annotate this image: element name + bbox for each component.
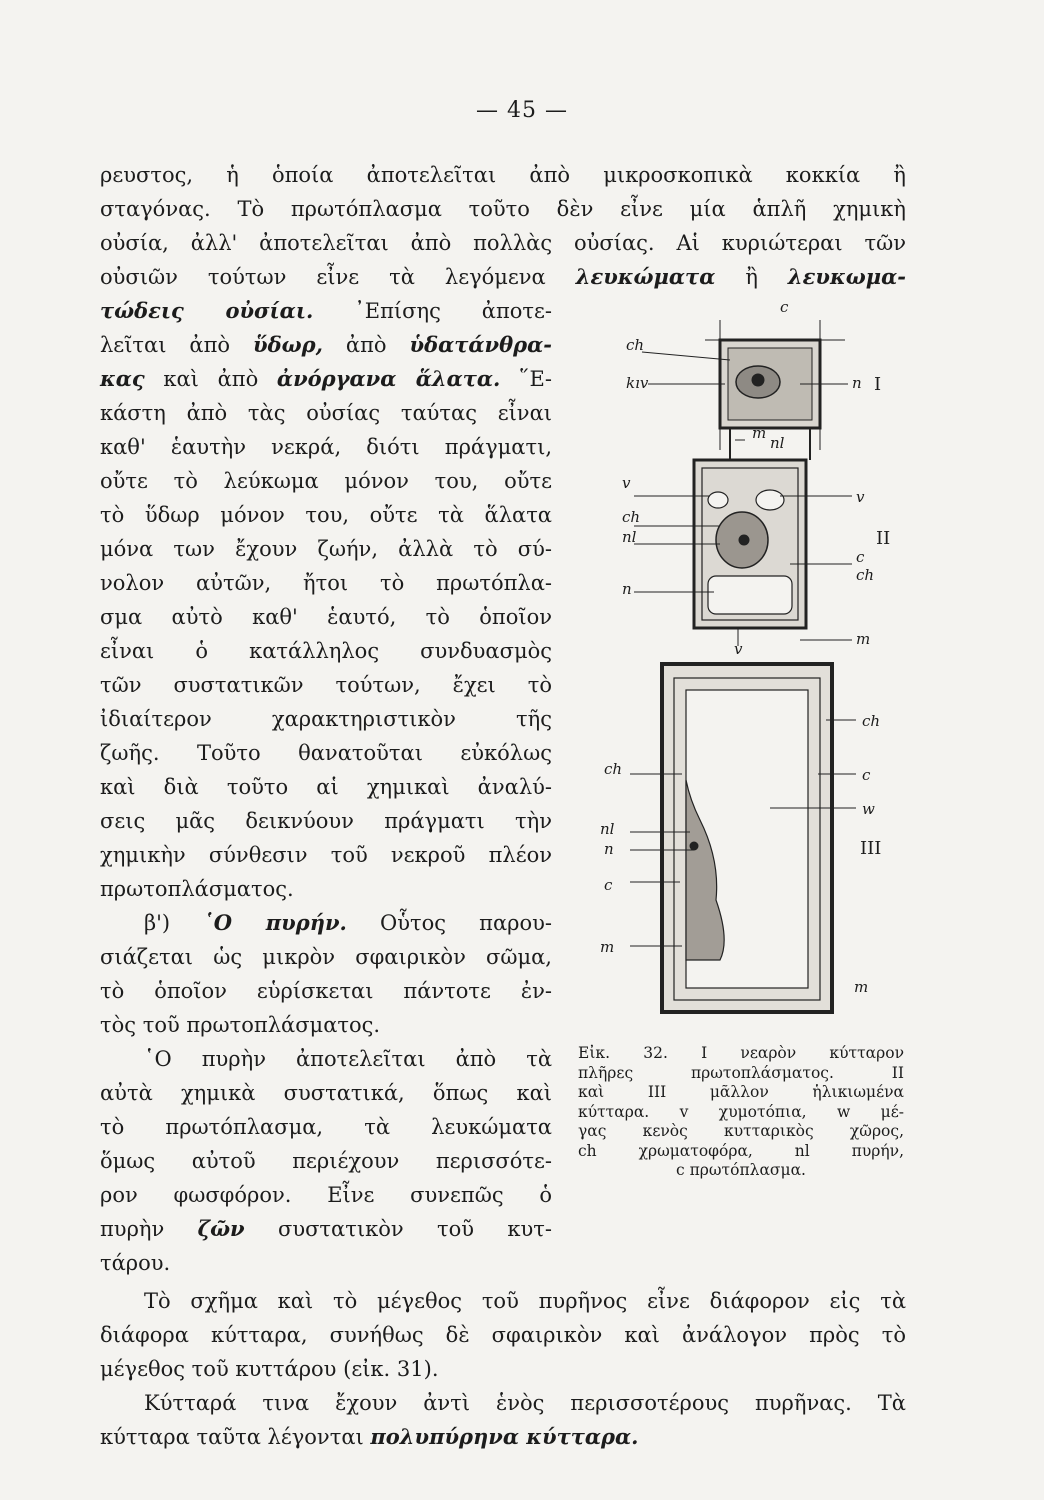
label-n: n: [604, 840, 614, 858]
label-v: v: [856, 488, 865, 506]
text-span: οὐσιῶν τούτων εἶνε τὰ λεγόμενα: [100, 265, 546, 289]
text-line: ζωῆς. Τοῦτο θανατοῦται εὐκόλως: [100, 741, 552, 765]
label-c: c: [862, 766, 871, 784]
cell-figure: [590, 300, 920, 1040]
caption-line: κύτταρα. v χυμοτόπια, w μέ-: [578, 1102, 904, 1121]
text-line: τὸ ὁποῖον εὑρίσκεται πάντοτε ἐν-: [100, 979, 552, 1003]
text-line: Κύτταρά τινα ἔχουν ἀντὶ ἑνὸς περισσοτέρους πυρῆνας. Τὰ: [144, 1391, 906, 1415]
label-c: c: [780, 300, 789, 316]
label-roman-three: III: [860, 838, 882, 859]
label-nl: nl: [600, 820, 615, 838]
bold-term: ῾Ο πυρήν.: [203, 910, 347, 935]
text-line: διάφορα κύτταρα, συνήθως δὲ σφαιρικὸν καὶ ἀνάλογον πρὸς τὸ: [100, 1323, 906, 1347]
text-line: καθ' ἑαυτὴν νεκρά, διότι πράγματι,: [100, 435, 552, 459]
text-line: [100, 362, 552, 396]
text-line: σεις μᾶς δεικνύουν πράγματι τὴν: [100, 809, 552, 833]
text-span: καὶ ἀπὸ: [163, 367, 259, 391]
text-span: ἢ: [745, 265, 758, 289]
bold-term: ὕδωρ,: [253, 332, 323, 357]
cell-illustration: [590, 300, 920, 1040]
text-line: ὅμως αὐτοῦ περιέχουν περισσότε-: [100, 1149, 552, 1173]
text-line: οὐσία, ἀλλ' ἀποτελεῖται ἀπὸ πολλὰς οὐσίας. Αἱ κυριώτεραι τῶν: [100, 231, 906, 255]
text-line: αὐτὰ χημικὰ συστατικά, ὅπως καὶ: [100, 1081, 552, 1105]
text-line: [100, 294, 552, 328]
text-span: ῞Ε-: [519, 367, 552, 391]
caption-line: καὶ ΙΙΙ μᾶλλον ἡλικιωμένα: [578, 1083, 904, 1101]
text-span: λεῖται ἀπὸ: [100, 333, 231, 357]
label-kiv: kıv: [626, 374, 649, 392]
label-m: m: [856, 630, 871, 648]
bold-term: πολυπύρηνα κύτταρα.: [370, 1424, 639, 1449]
bold-term: ἀνόργανα ἅλατα.: [276, 366, 501, 391]
label-c: c: [604, 876, 613, 894]
text-span: β'): [144, 911, 171, 935]
text-line: σμα αὐτὸ καθ' ἑαυτό, τὸ ὁποῖον: [100, 605, 552, 629]
text-line: εἶναι ὁ κατάλληλος συνδυασμὸς: [100, 639, 552, 663]
label-c: c: [856, 548, 865, 566]
text-line: ρον φωσφόρον. Εἶνε συνεπῶς ὁ: [100, 1183, 552, 1207]
label-ch: ch: [622, 508, 641, 526]
bold-term: τώδεις οὐσίαι.: [100, 298, 314, 323]
label-nl: nl: [622, 528, 637, 546]
caption-line: c πρωτόπλασμα.: [676, 1161, 806, 1179]
bold-term: κας: [100, 366, 145, 391]
page-number: — 45 —: [476, 98, 568, 123]
text-span: συστατικὸν τοῦ κυτ-: [278, 1217, 552, 1241]
bold-term: ὑδατάνθρα-: [409, 332, 552, 357]
caption-line: Εἰκ. 32. Ι νεαρὸν κύτταρον: [578, 1044, 904, 1062]
text-line: κάστη ἀπὸ τὰς οὐσίας ταύτας εἶναι: [100, 401, 552, 425]
label-v: v: [622, 474, 631, 492]
text-line: οὔτε τὸ λεύκωμα μόνον του, οὔτε: [100, 469, 552, 493]
text-line: [100, 1420, 906, 1454]
text-line: μέγεθος τοῦ κυττάρου (εἰκ. 31).: [100, 1357, 439, 1381]
text-line: σταγόνας. Τὸ πρωτόπλασμα τοῦτο δὲν εἶνε μία ἁπλῆ χημικὴ: [100, 197, 906, 221]
label-n: n: [852, 374, 862, 392]
text-span: πυρὴν: [100, 1217, 165, 1241]
text-line: ῾Ο πυρὴν ἀποτελεῖται ἀπὸ τὰ: [144, 1047, 552, 1071]
bold-term: λευκώματα: [575, 264, 716, 289]
text-line: τὸ ὕδωρ μόνον του, οὔτε τὰ ἅλατα: [100, 503, 552, 527]
figure-caption: [578, 1044, 904, 1181]
text-line: τὸς τοῦ πρωτοπλάσματος.: [100, 1013, 381, 1037]
label-ch: ch: [856, 566, 875, 584]
label-ch: ch: [862, 712, 881, 730]
caption-line: γας κενὸς κυτταρικὸς χῶρος,: [578, 1122, 904, 1140]
text-line: νολον αὐτῶν, ἤτοι τὸ πρωτόπλα-: [100, 571, 552, 595]
text-line: [100, 260, 906, 294]
text-line: μόνα των ἔχουν ζωήν, ἀλλὰ τὸ σύ-: [100, 537, 552, 561]
text-line: σιάζεται ὡς μικρὸν σφαιρικὸν σῶμα,: [100, 945, 552, 969]
text-line: τὸ πρωτόπλασμα, τὰ λευκώματα: [100, 1115, 552, 1139]
label-m: m: [854, 978, 869, 996]
label-roman-one: I: [874, 374, 882, 395]
text-line: ἰδιαίτερον χαρακτηριστικὸν τῆς: [100, 707, 552, 731]
label-nl: nl: [770, 434, 785, 452]
label-m: m: [752, 424, 767, 442]
text-span: ᾿Επίσης ἀποτε-: [354, 299, 553, 323]
cell-one: [642, 320, 848, 460]
label-m: m: [600, 938, 615, 956]
cell-three: [630, 664, 856, 1012]
text-line: χημικὴν σύνθεσιν τοῦ νεκροῦ πλέον: [100, 843, 552, 867]
text-line: τῶν συστατικῶν τούτων, ἔχει τὸ: [100, 673, 552, 697]
bold-term: ζῶν: [197, 1216, 245, 1241]
text-span: Οὗτος παρου-: [380, 911, 552, 935]
caption-line: ch χρωματοφόρα, nl πυρήν,: [578, 1141, 904, 1160]
cell-two: [634, 460, 852, 646]
text-line: Τὸ σχῆμα καὶ τὸ μέγεθος τοῦ πυρῆνος εἶνε διάφορον εἰς τὰ: [144, 1289, 906, 1313]
text-line: καὶ διὰ τοῦτο αἱ χημικαὶ ἀναλύ-: [100, 775, 552, 799]
text-line: [100, 1212, 552, 1246]
text-line: [100, 328, 552, 362]
label-n: n: [622, 580, 632, 598]
text-line: ρευστος, ἡ ὁποία ἀποτελεῖται ἀπὸ μικροσκοπικὰ κοκκία ἢ: [100, 163, 906, 187]
label-ch: ch: [604, 760, 623, 778]
text-line: τάρου.: [100, 1251, 171, 1275]
label-roman-two: II: [876, 528, 891, 549]
bold-term: λευκωμα-: [787, 264, 906, 289]
label-ch: ch: [626, 336, 645, 354]
text-span: κύτταρα ταῦτα λέγονται: [100, 1425, 364, 1449]
text-line: [100, 906, 552, 940]
caption-line: πλῆρες πρωτοπλάσματος. ΙΙ: [578, 1063, 904, 1082]
label-w: w: [862, 800, 875, 818]
text-line: πρωτοπλάσματος.: [100, 877, 294, 901]
text-span: ἀπὸ: [345, 333, 387, 357]
label-v: v: [734, 640, 743, 658]
